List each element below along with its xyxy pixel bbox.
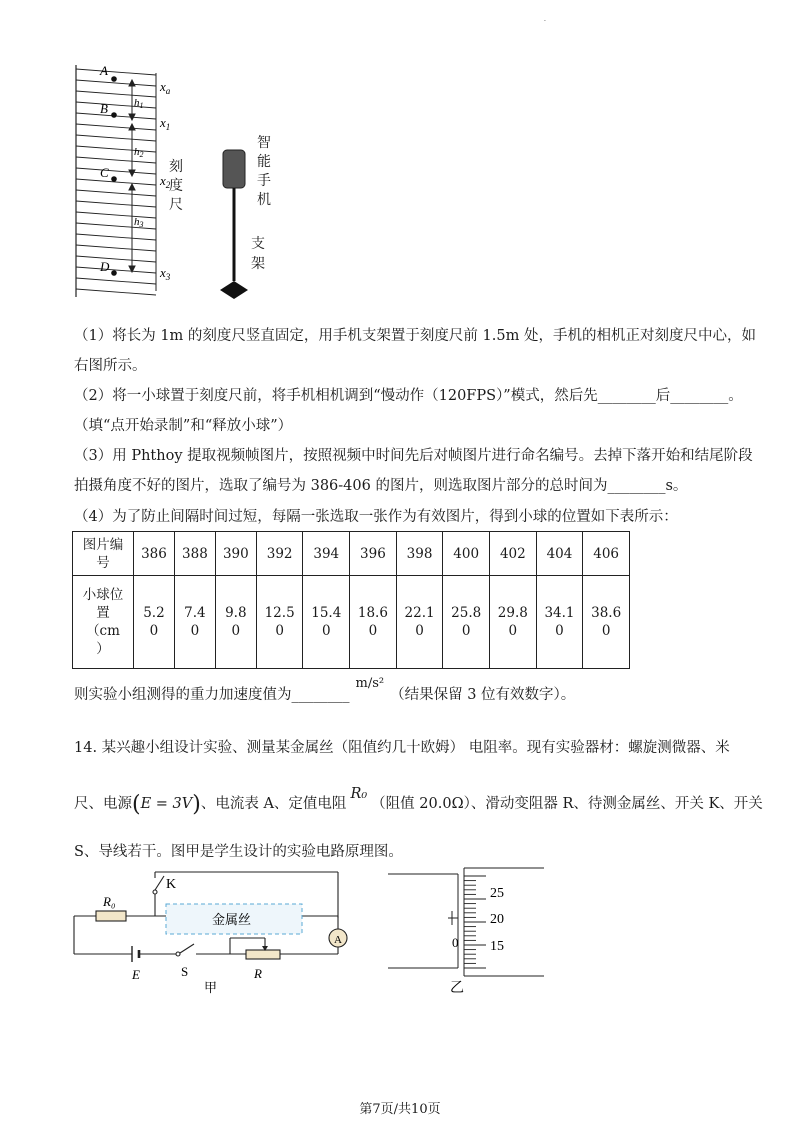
table-cell: 390	[215, 532, 256, 576]
unit-ms2: m/s²	[355, 676, 385, 691]
ruler-line	[76, 124, 156, 130]
tick-15: 15	[490, 939, 504, 954]
ruler-line	[76, 223, 156, 229]
page-footer: 第7页/共10页	[359, 1102, 441, 1117]
para-3a: （3）用 Phthoy 提取视频帧图片，按照视频中时间先后对帧图片进行命名编号。去掉下落开始和结尾阶段	[74, 448, 753, 464]
label-b: B	[100, 101, 108, 116]
svg-text:h2: h2	[134, 146, 144, 159]
svg-text:h3: h3	[134, 216, 144, 229]
q14-line1: 14. 某兴趣小组设计实验、测量某金属丝（阻值约几十欧姆） 电阻率。现有实验器材：螺旋测微器、米	[74, 740, 730, 756]
tick-20: 20	[490, 912, 504, 927]
ruler-line	[76, 278, 156, 284]
table-row	[73, 576, 630, 669]
svg-text:x3: $x_3$	[160, 265, 171, 282]
tick-25: 25	[490, 886, 504, 901]
table-cell: 398	[396, 532, 443, 576]
r0-label: R₀	[103, 894, 116, 909]
micrometer-diagram	[388, 866, 548, 1000]
point-d	[111, 270, 117, 276]
para-2b: （填“点开始录制”和“释放小球”）	[74, 418, 293, 434]
phone-shape	[223, 150, 245, 188]
ruler-line	[76, 91, 156, 97]
phone-label: 智 能 手 机	[257, 135, 271, 208]
table-cell: 12.5 0	[256, 576, 303, 669]
svg-text:h1: h1	[134, 97, 144, 110]
ruler-line	[76, 168, 156, 174]
table-row	[73, 532, 630, 576]
para-4: （4）为了防止间隔时间过短，每隔一张选取一张作为有效图片，得到小球的位置如下表所示：	[74, 509, 678, 525]
ruler-line	[76, 69, 156, 75]
position-table	[72, 531, 630, 669]
para-2a: （2）将一小球置于刻度尺前，将手机相机调到“慢动作（120FPS）”模式，然后先________后________。	[74, 388, 743, 404]
para-3b: 拍摄角度不好的图片，选取了编号为 386-406 的图片，则选取图片部分的总时间为________s。	[74, 478, 688, 494]
page-speck: ·	[544, 18, 546, 25]
ruler-label: 刻 度 尺	[169, 159, 183, 213]
table-header-frame: 图片编 号	[73, 532, 134, 576]
caption-yi: 乙	[450, 981, 464, 996]
ruler-line	[76, 190, 156, 196]
table-cell: 386	[134, 532, 175, 576]
ruler-line	[76, 289, 156, 295]
ruler-line	[76, 212, 156, 218]
table-cell: 25.8 0	[443, 576, 490, 669]
table-cell: 34.1 0	[536, 576, 583, 669]
circuit-diagram	[66, 866, 366, 1000]
wire-label: 金属丝	[212, 912, 252, 927]
table-cell: 388	[174, 532, 215, 576]
table-cell: 400	[443, 532, 490, 576]
table-cell: 29.8 0	[490, 576, 537, 669]
table-header-position: 小球位 置 （cm ）	[73, 576, 134, 669]
k-label: K	[166, 877, 177, 892]
label-c: C	[100, 165, 109, 180]
para-1b: 右图所示。	[74, 358, 147, 374]
ruler-line	[76, 256, 156, 262]
r-label: R	[254, 966, 262, 981]
ruler-line	[76, 234, 156, 240]
ammeter-label: A	[334, 934, 342, 946]
stand-label: 支 架	[251, 236, 265, 272]
q14-line3: S、导线若干。图甲是学生设计的实验电路原理图。	[74, 844, 403, 860]
table-cell: 38.6 0	[583, 576, 630, 669]
ruler-line	[76, 201, 156, 207]
ruler-line	[76, 135, 156, 141]
ruler-line	[76, 102, 156, 108]
table-cell: 15.4 0	[303, 576, 350, 669]
table-cell: 18.6 0	[350, 576, 397, 669]
table-cell: 392	[256, 532, 303, 576]
ruler-line	[76, 157, 156, 163]
table-cell: 7.4 0	[174, 576, 215, 669]
zero-label: 0	[452, 935, 459, 950]
para-1a: （1）将长为 1m 的刻度尺竖直固定，用手机支架置于刻度尺前 1.5m 处，手机的相机正对刻度尺中心，如	[74, 328, 756, 344]
result-line: 则实验小组测得的重力加速度值为________m/s²（结果保留 3 位有效数字）。	[74, 676, 576, 703]
e-label: E	[132, 967, 140, 982]
q14-line2: 尺、电源(E = 3V)、电流表 A、定值电阻R₀（阻值 20.0Ω）、滑动变阻器 R、待测金属丝、开关 K、开关	[74, 786, 763, 817]
point-b	[111, 112, 117, 118]
table-cell: 396	[350, 532, 397, 576]
svg-text:x2: $x_2$	[160, 173, 171, 190]
s-label: S	[181, 964, 189, 979]
svg-text:xa: $x_a$	[160, 79, 171, 96]
table-cell: 406	[583, 532, 630, 576]
table-cell: 394	[303, 532, 350, 576]
caption-jia: 甲	[204, 980, 218, 995]
label-a: A	[100, 63, 108, 78]
label-d: D	[100, 259, 110, 274]
point-a	[111, 76, 117, 82]
table-cell: 5.2 0	[134, 576, 175, 669]
table-cell: 9.8 0	[215, 576, 256, 669]
ruler-line	[76, 245, 156, 251]
table-cell: 22.1 0	[396, 576, 443, 669]
ruler-line	[76, 146, 156, 152]
svg-text:x1: $x_1$	[160, 115, 171, 132]
table-cell: 404	[536, 532, 583, 576]
point-c	[111, 176, 117, 182]
table-cell: 402	[490, 532, 537, 576]
